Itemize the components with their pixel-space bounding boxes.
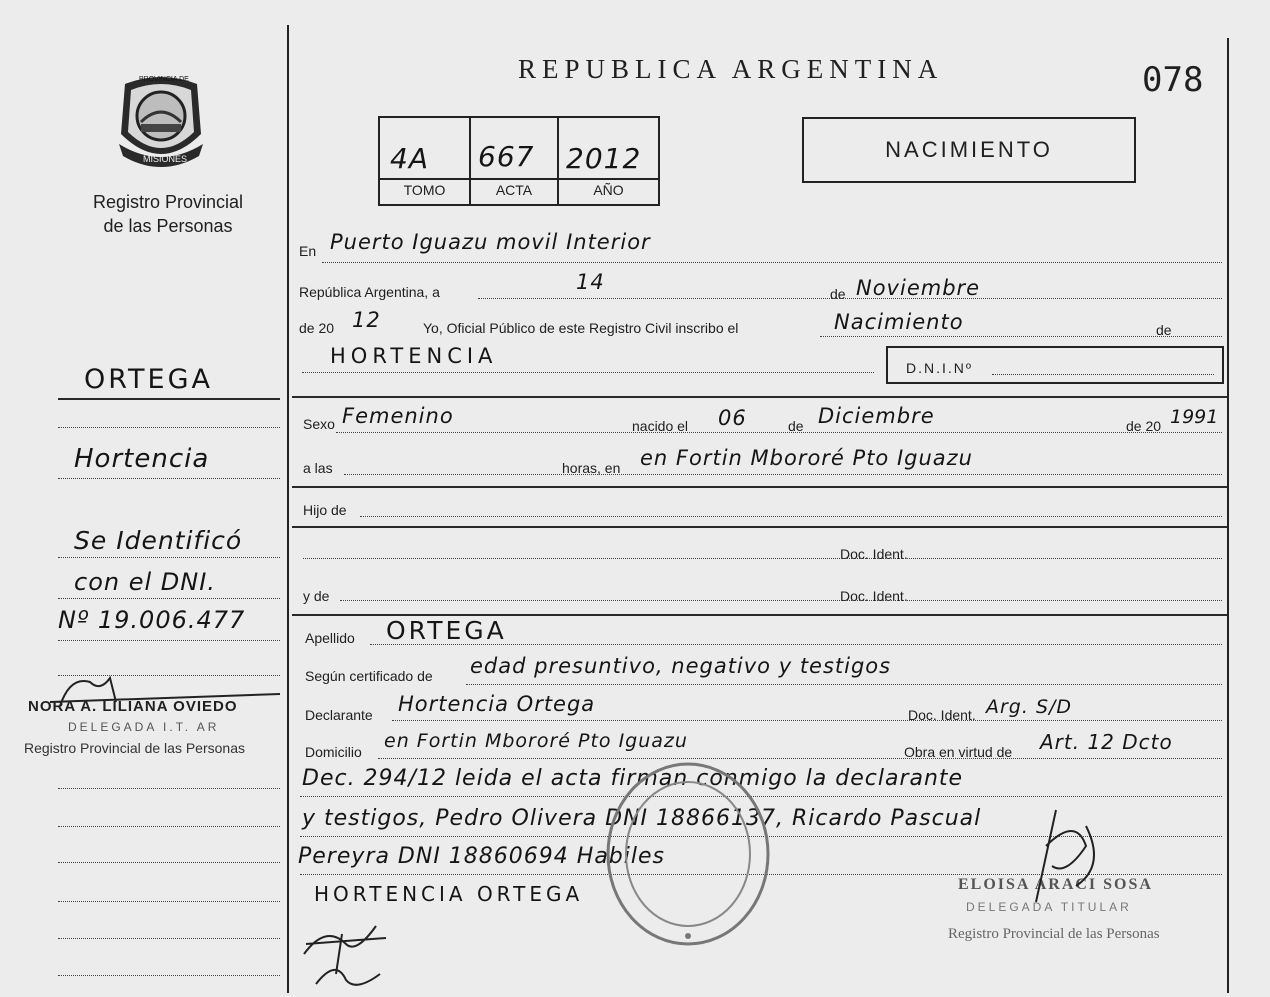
margin-note-3: Nº 19.006.477 xyxy=(58,606,246,634)
right-border xyxy=(1227,38,1229,993)
nacido-label: nacido el xyxy=(632,418,689,434)
en-label: En xyxy=(299,243,317,259)
declarante-doc: Arg. S/D xyxy=(986,696,1073,718)
margin-stamp-title: DELEGADA I.T. AR xyxy=(68,720,220,734)
seal-bottom-text: MISIONES xyxy=(143,154,188,164)
section-rule xyxy=(292,396,1227,398)
margin-note-2: con el DNI. xyxy=(74,568,216,596)
record-type-box xyxy=(802,117,1136,183)
witness-signature-icon xyxy=(296,914,396,992)
obra-value: Art. 12 Dcto xyxy=(1040,730,1173,754)
month-de-label: de xyxy=(830,286,846,302)
declarante-value: Hortencia Ortega xyxy=(398,692,596,716)
official-stamp-office: Registro Provincial de las Personas xyxy=(948,926,1160,942)
dni-dotline xyxy=(992,374,1214,375)
margin-dotline xyxy=(58,901,280,902)
birth-month: Diciembre xyxy=(818,404,935,428)
official-signature-icon xyxy=(1016,806,1116,906)
margin-dotline xyxy=(58,427,280,428)
margin-dotline xyxy=(58,478,280,479)
official-stamp-name: ELOISA ARACI SOSA xyxy=(958,876,1153,893)
margin-dotline xyxy=(58,938,280,939)
dni-label: D.N.I.Nº xyxy=(906,360,974,376)
form-dotline xyxy=(336,432,1222,433)
month-value: Noviembre xyxy=(856,276,981,300)
signature-name: HORTENCIA ORTEGA xyxy=(314,882,584,906)
republica-label: República Argentina, a xyxy=(299,284,440,300)
sexo-value: Femenino xyxy=(342,404,454,428)
tomo-label: TOMO xyxy=(403,182,446,198)
a-las-label: a las xyxy=(303,460,333,476)
margin-dotline xyxy=(58,598,280,599)
y-de-label: y de xyxy=(303,588,330,604)
margin-stamp-office: Registro Provincial de las Personas xyxy=(24,740,245,756)
form-dotline xyxy=(340,600,1222,601)
form-dotline xyxy=(820,336,1222,337)
misiones-seal-icon xyxy=(111,74,211,174)
margin-surname: ORTEGA xyxy=(84,364,213,395)
margin-divider xyxy=(287,25,289,993)
acta-value: 667 xyxy=(478,140,535,173)
en-value: Puerto Iguazu movil Interior xyxy=(330,230,651,254)
form-dotline xyxy=(466,684,1222,685)
text-line-2: y testigos, Pedro Olivera DNI 18866137, Ricardo Pascual xyxy=(302,806,982,831)
page-number: 078 xyxy=(1142,60,1204,100)
seal-top-text: PROVINCIA DE xyxy=(139,76,189,83)
margin-note-1: Se Identificó xyxy=(74,526,243,555)
segun-label: Según certificado de xyxy=(305,668,433,684)
day-value: 14 xyxy=(576,270,605,294)
declarante-label: Declarante xyxy=(305,707,373,723)
inscribo-text: Yo, Oficial Público de este Registro Civil inscribo el xyxy=(423,320,739,336)
margin-signature-icon xyxy=(30,672,290,712)
obra-label: Obra en virtud de xyxy=(904,744,1013,760)
round-stamp-icon xyxy=(604,760,772,948)
form-dotline xyxy=(378,758,1222,759)
inscribo-value: Nacimiento xyxy=(834,310,964,334)
anio-label: AÑO xyxy=(593,182,624,198)
sexo-label: Sexo xyxy=(303,416,335,432)
acta-label: ACTA xyxy=(495,182,533,198)
text-line-1: Dec. 294/12 leida el acta firman conmigo la declarante xyxy=(302,766,964,791)
horas-label: horas, en xyxy=(562,460,621,476)
birth-year: 1991 xyxy=(1170,406,1219,428)
margin-rule xyxy=(58,398,280,400)
doc-ident-label-3: Doc. Ident. xyxy=(908,707,976,723)
margin-dotline xyxy=(58,788,280,789)
doc-ident-label-1: Doc. Ident. xyxy=(840,546,908,562)
doc-ident-label-2: Doc. Ident. xyxy=(840,588,908,604)
apellido-value: ORTEGA xyxy=(386,616,507,645)
margin-dotline xyxy=(58,862,280,863)
official-stamp-title: DELEGADA TITULAR xyxy=(966,900,1132,914)
registry-name-2: de las Personas xyxy=(103,216,233,236)
form-dotline xyxy=(302,372,874,373)
margin-given-name: Hortencia xyxy=(74,444,210,474)
place-value: en Fortin Mbororé Pto Iguazu xyxy=(640,446,973,470)
tomo-value: 4A xyxy=(390,142,429,175)
form-dotline xyxy=(322,262,1222,263)
anio-value: 2012 xyxy=(566,142,642,175)
inscribo-de-label: de xyxy=(1156,322,1172,338)
margin-dotline xyxy=(58,975,280,976)
birth-de-label: de xyxy=(788,418,804,434)
record-box xyxy=(378,116,660,206)
form-dotline xyxy=(370,644,1222,645)
registry-name-1: Registro Provincial xyxy=(92,192,244,212)
domicilio-label: Domicilio xyxy=(305,744,362,760)
margin-stamp-name: NORA A. LILIANA OVIEDO xyxy=(28,698,238,715)
form-dotline xyxy=(303,558,1222,559)
name-value: HORTENCIA xyxy=(330,344,498,368)
text-line-3: Pereyra DNI 18860694 Habiles xyxy=(298,844,665,869)
apellido-label: Apellido xyxy=(305,630,355,646)
margin-dotline xyxy=(58,826,280,827)
year-label: de 20 xyxy=(299,320,335,336)
record-type: NACIMIENTO xyxy=(885,137,1053,162)
form-dotline xyxy=(392,720,1222,721)
margin-dotline xyxy=(58,640,280,641)
birth-year-prefix: de 20 xyxy=(1126,418,1162,434)
year-value: 12 xyxy=(352,308,381,332)
country-title: REPUBLICA ARGENTINA xyxy=(518,54,944,84)
section-rule xyxy=(292,526,1227,528)
hijo-label: Hijo de xyxy=(303,502,347,518)
form-dotline xyxy=(478,298,1222,299)
segun-value: edad presuntivo, negativo y testigos xyxy=(470,654,892,678)
section-rule xyxy=(292,486,1227,488)
form-dotline xyxy=(360,516,1222,517)
birth-day: 06 xyxy=(718,406,747,430)
form-dotline xyxy=(344,474,1222,475)
margin-dotline xyxy=(58,557,280,558)
dni-box xyxy=(886,346,1224,384)
domicilio-value: en Fortin Mbororé Pto Iguazu xyxy=(384,730,688,752)
